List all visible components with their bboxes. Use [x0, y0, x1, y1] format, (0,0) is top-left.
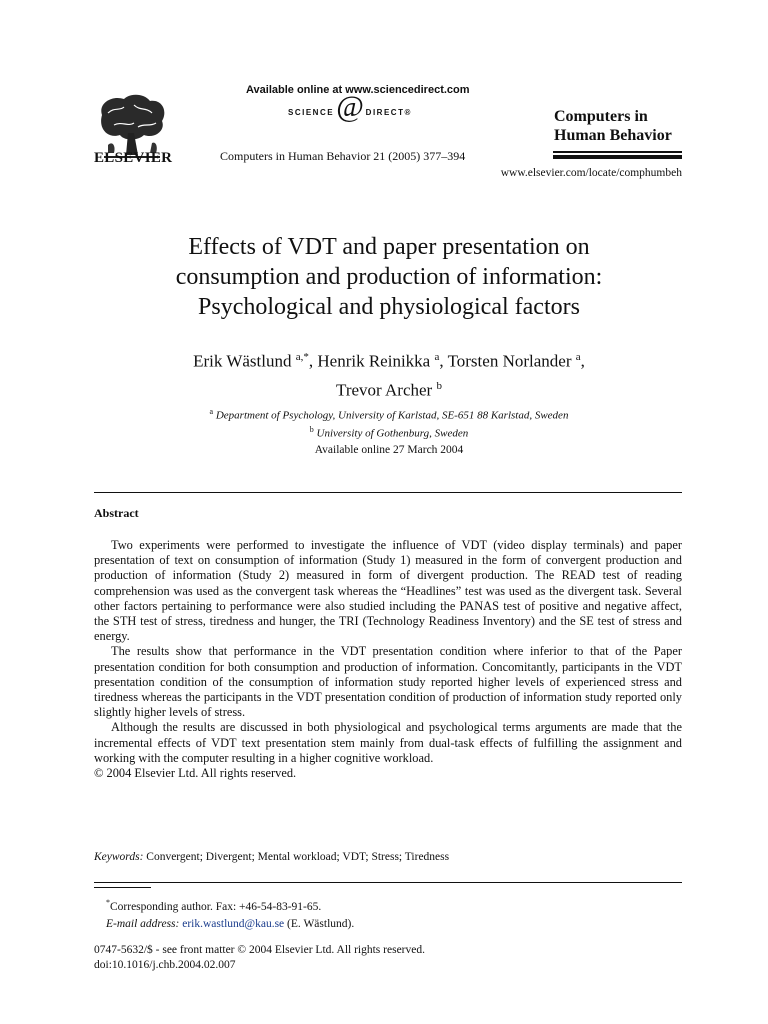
author-name[interactable]: Torsten Norlander: [447, 351, 572, 371]
affiliation-text: Department of Psychology, University of Karlstad, SE-651 88 Karlstad, Sweden: [215, 409, 569, 422]
affiliation-text: University of Gothenburg, Sweden: [316, 427, 469, 440]
front-matter-info: [94, 943, 425, 973]
author-name[interactable]: Erik Wästlund: [193, 351, 292, 371]
footnote: [106, 894, 354, 933]
author-affil-marker[interactable]: a: [434, 351, 440, 363]
issn-line: 0747-5632/$ - see front matter © 2004 Elsevier Ltd. All rights reserved.: [94, 944, 425, 956]
sciencedirect-right-text: DIRECT®: [365, 107, 412, 117]
email-suffix: (E. Wästlund).: [287, 917, 355, 930]
journal-name-line2: Human Behavior: [554, 127, 672, 144]
abstract-paragraph: Two experiments were performed to investigate the influence of VDT (video display terminals) and paper presentation of text on consumption of information (Study 1) measured in the form of convergent production and production of information (Study 2) measured in form of divergent production. The READ test of reading comprehension was used as the convergent task whereas the “Headlines” test was used as the divergent task. Several other factors pertaining to performance were also studied including the PANAS test of positive and negative affect, the STH test of stress, tiredness and hunger, the TRI (Technology Readiness Inventory) and the SE test of stress and energy.: [94, 538, 682, 644]
divider: [94, 882, 682, 883]
author-name[interactable]: Trevor Archer: [336, 380, 433, 400]
divider: [94, 492, 682, 493]
corresponding-author-text: Corresponding author. Fax: +46-54-83-91-65.: [110, 900, 322, 913]
journal-rule-thick: [553, 155, 682, 159]
abstract-copyright: © 2004 Elsevier Ltd. All rights reserved.: [94, 766, 297, 781]
email-link[interactable]: erik.wastlund@kau.se: [182, 917, 285, 930]
sciencedirect-logo: [288, 90, 412, 124]
author-list: Erik Wästlund $^{a,*}$, Henrik Reinikka $^a$, Torsten Norlander $^a$, Trevor Archer $^b$: [193, 351, 585, 400]
journal-name: [554, 107, 672, 145]
title-line-1: Effects of VDT and paper presentation on: [188, 234, 590, 260]
author-name[interactable]: Henrik Reinikka: [317, 351, 431, 371]
journal-url-link[interactable]: www.elsevier.com/locate/comphumbeh: [500, 167, 682, 179]
available-online-line: Available online at www.sciencedirect.com: [246, 84, 470, 96]
available-date: Available online 27 March 2004: [314, 444, 464, 456]
journal-name-line1: Computers in: [554, 108, 648, 125]
doi-link[interactable]: doi:10.1016/j.chb.2004.02.007: [94, 959, 236, 971]
keywords-text: Convergent; Divergent; Mental workload; VDT; Stress; Tiredness: [146, 851, 450, 863]
author-affil-marker[interactable]: a,*: [295, 351, 309, 363]
abstract-heading: Abstract: [94, 506, 139, 520]
abstract-paragraph: Although the results are discussed in both physiological and psychological terms arguments are made that the incremental effects of VDT text presentation stem mainly from dual-task effects of fulfilling the assignment and working with the computer resulting in a higher cognitive workload.: [94, 720, 682, 765]
abstract-body: [94, 538, 682, 781]
article-title: [96, 232, 682, 322]
email-label: E-mail address:: [106, 917, 180, 930]
journal-citation: Computers in Human Behavior 21 (2005) 377–394: [220, 149, 466, 163]
publisher-name: ELSEVIER: [94, 150, 173, 166]
affiliation-marker: b: [309, 424, 314, 434]
title-line-2: consumption and production of information:: [175, 264, 603, 290]
author-affil-marker[interactable]: b: [436, 379, 442, 392]
affiliation-a: [96, 405, 682, 423]
affiliation-b: [96, 423, 682, 441]
author-affil-marker[interactable]: a: [575, 351, 581, 363]
keywords-label: Keywords:: [94, 851, 144, 863]
affiliations: [96, 405, 682, 440]
sciencedirect-left-text: SCIENCE: [288, 107, 335, 117]
keywords: [94, 851, 449, 863]
footnote-rule: [94, 887, 151, 888]
journal-rule-thin: [553, 151, 682, 153]
affiliation-marker: a: [209, 407, 214, 416]
abstract-paragraph: The results show that performance in the VDT presentation condition where inferior to that of the Paper presentation condition for both consumption and production of information. Concomitantly, participants in the VDT presentation condition of the consumption of information study reported higher levels of experienced stress and tiredness whereas the participants in the VDT presentation condition of production of information study reported only slightly higher levels of stress.: [94, 644, 682, 720]
footnote-marker: *: [106, 898, 110, 907]
sciencedirect-at-icon: @: [336, 90, 364, 123]
title-line-3: Psychological and physiological factors: [198, 294, 580, 320]
